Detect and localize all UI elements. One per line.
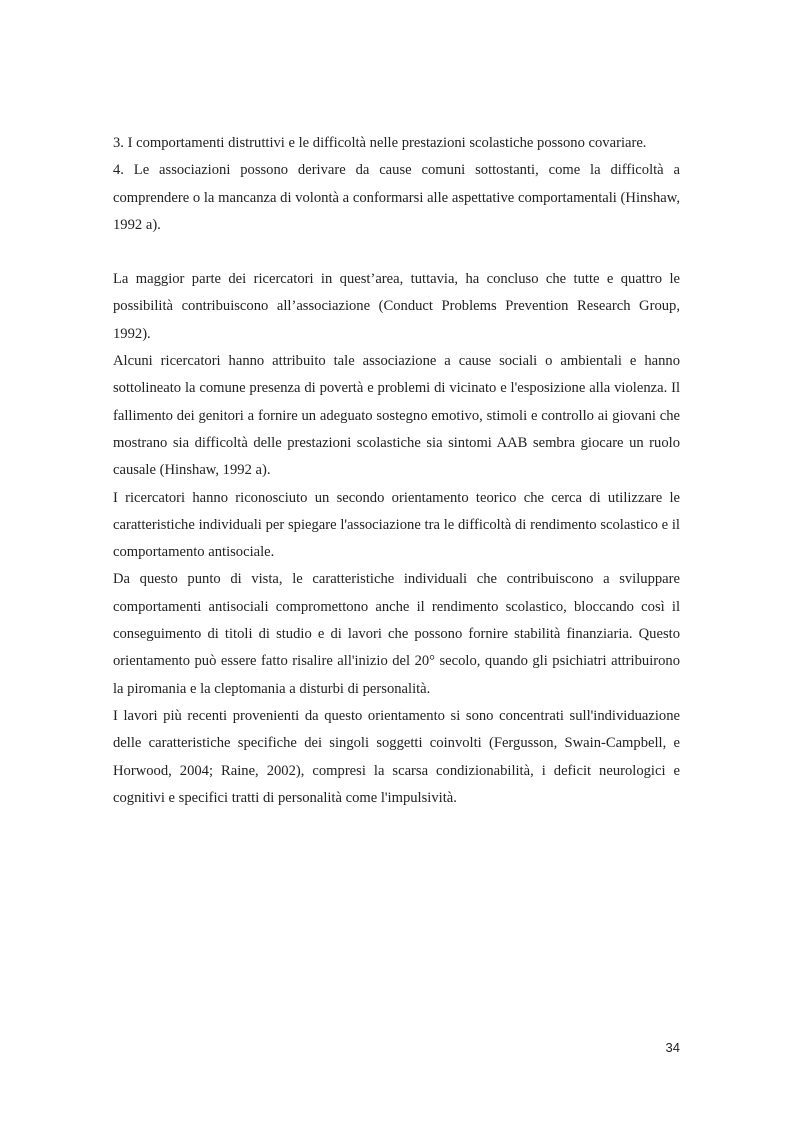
list-item-3: 3. I comportamenti distruttivi e le difficoltà nelle prestazioni scolastiche possono covariare. bbox=[113, 135, 647, 151]
paragraph-recent-works: I lavori più recenti provenienti da questo orientamento si sono concentrati sull'individuazione delle caratteristiche specifiche dei singoli soggetti coinvolti (Fergusson, Swain-Campbell, e Horwood, 2004; Raine, 2002), compresi la scarsa condizionabilità, i deficit neurologici e cognitivi e specifici tratti di personalità come l'impulsività. bbox=[113, 707, 680, 806]
paragraph-social-causes: Alcuni ricercatori hanno attribuito tale associazione a cause sociali o ambientali e hanno sottolineato la comune presenza di povertà e problemi di vicinato e l'esposizione alla violenza. Il fallimento dei genitori a fornire un adeguato sostegno emotivo, stimoli e controllo ai giovani che mostrano sia difficoltà delle prestazioni scolastiche sia sintomi AAB sembra giocare un ruolo causale (Hinshaw, 1992 a). bbox=[113, 353, 680, 479]
document-body bbox=[113, 130, 680, 812]
page-number: 34 bbox=[665, 1040, 680, 1055]
list-item-4: 4. Le associazioni possono derivare da cause comuni sottostanti, come la difficoltà a comprendere o la mancanza di volontà a conformarsi alle aspettative comportamentali (Hinshaw, 1992 a). bbox=[113, 162, 680, 233]
paragraph-conclusion: La maggior parte dei ricercatori in quest’area, tuttavia, ha concluso che tutte e quattro le possibilità contribuiscono all’associazione (Conduct Problems Prevention Research Group, 1992). bbox=[113, 271, 680, 342]
paragraph-individual-characteristics: Da questo punto di vista, le caratteristiche individuali che contribuiscono a sviluppare comportamenti antisociali compromettono anche il rendimento scolastico, bloccando così il conseguimento di titoli di studio e di lavori che possono fornire stabilità finanziaria. Questo orientamento può essere fatto risalire all'inizio del 20° secolo, quando gli psichiatri attribuirono la piromania e la cleptomania a disturbi di personalità. bbox=[113, 571, 680, 697]
paragraph-second-orientation: I ricercatori hanno riconosciuto un secondo orientamento teorico che cerca di utilizzare le caratteristiche individuali per spiegare l'associazione tra le difficoltà di rendimento scolastico e il comportamento antisociale. bbox=[113, 489, 680, 561]
numbered-list bbox=[113, 130, 680, 239]
